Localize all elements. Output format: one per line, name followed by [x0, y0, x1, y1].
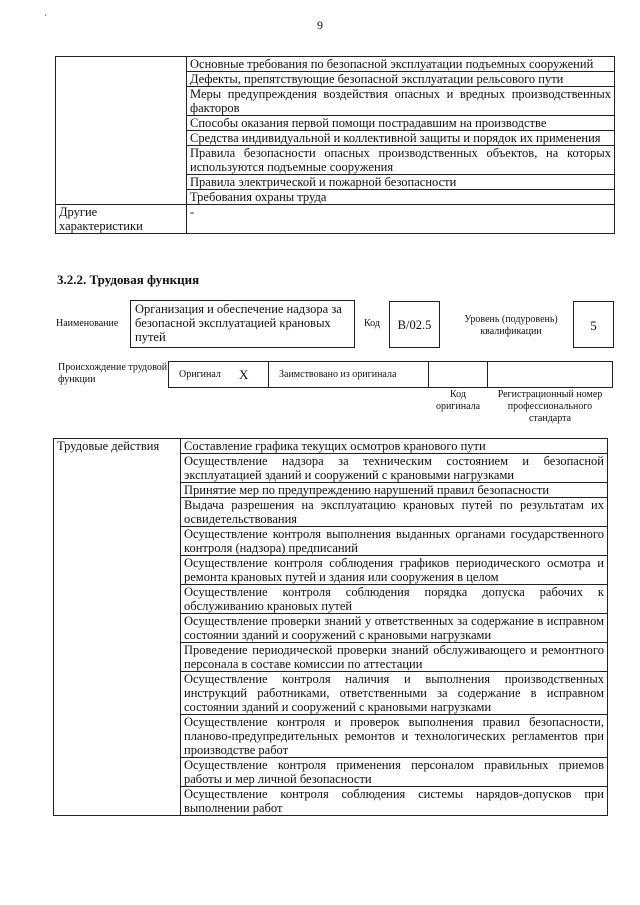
table-row — [56, 205, 615, 234]
original-mark: X — [239, 367, 249, 382]
requirements-table — [55, 56, 615, 234]
action-cell: Осуществление контроля и проверок выполнения правил безопасности, планово-предупредительных ремонтов и технологических регламентов при производстве работ — [181, 715, 608, 758]
action-cell: Проведение периодической проверки знаний обслуживающего и ремонтного персонала в составе комиссии по аттестации — [181, 643, 608, 672]
original-cell — [168, 361, 269, 388]
borrowed-label: Заимствовано из оригинала — [279, 369, 397, 380]
level-value: 5 — [573, 301, 614, 348]
code-original-caption: Код оригинала — [435, 389, 481, 412]
level-label: Уровень (подуровень) квалификации — [464, 314, 558, 337]
requirement-cell: Требования охраны труда — [187, 190, 615, 205]
origin-label: Происхождение трудовой функции — [58, 362, 168, 385]
action-cell: Осуществление контроля применения персоналом правильных приемов работы и мер личной безопасности — [181, 758, 608, 787]
action-cell: Осуществление контроля выполнения выданных органами государственного контроля (надзора) предписаний — [181, 527, 608, 556]
action-cell: Принятие мер по предупреждению нарушений правил безопасности — [181, 483, 608, 498]
empty-label-cell — [56, 57, 187, 205]
action-cell: Осуществление контроля наличия и выполнения производственных инструкций работниками, ответственными за содержание в исправном состоянии зданий и сооружений с крановыми нагрузками — [181, 672, 608, 715]
action-cell: Составление графика текущих осмотров кранового пути — [181, 439, 608, 454]
requirement-cell: Способы оказания первой помощи пострадавшим на производстве — [187, 116, 615, 131]
requirement-cell: Правила электрической и пожарной безопасности — [187, 175, 615, 190]
requirement-cell: Правила безопасности опасных производственных объектов, на которых используются подъемные сооружения — [187, 146, 615, 175]
function-name-value: Организация и обеспечение надзора за безопасной эксплуатацией крановых путей — [130, 300, 355, 348]
requirement-cell: Дефекты, препятствующие безопасной эксплуатации рельсового пути — [187, 72, 615, 87]
action-cell: Осуществление проверки знаний у ответственных за содержание в исправном состоянии зданий и сооружений с крановыми нагрузками — [181, 614, 608, 643]
name-label: Наименование — [56, 318, 119, 329]
labor-actions-label: Трудовые действия — [54, 439, 181, 816]
requirement-cell: Меры предупреждения воздействия опасных и вредных производственных факторов — [187, 87, 615, 116]
action-cell: Осуществление надзора за техническим состоянием и безопасной эксплуатацией зданий и сооружений с крановыми нагрузками — [181, 454, 608, 483]
requirement-cell: Основные требования по безопасной эксплуатации подъемных сооружений — [187, 57, 615, 72]
reg-number-caption: Регистрационный номер профессионального стандарта — [497, 389, 603, 424]
requirement-cell: Средства индивидуальной и коллективной защиты и порядок их применения — [187, 131, 615, 146]
function-code-value: B/02.5 — [389, 301, 440, 348]
code-label: Код — [364, 318, 380, 329]
action-cell: Осуществление контроля соблюдения порядка допуска рабочих к обслуживанию крановых путей — [181, 585, 608, 614]
action-cell: Выдача разрешения на эксплуатацию крановых путей по результатам их освидетельствования — [181, 498, 608, 527]
borrowed-cell — [268, 361, 429, 388]
corner-mark: ´ — [44, 14, 48, 25]
other-characteristics-value: - — [187, 205, 615, 234]
section-title: 3.2.2. Трудовая функция — [57, 272, 200, 287]
page-number: 9 — [317, 18, 323, 32]
table-row — [56, 57, 615, 72]
action-cell: Осуществление контроля соблюдения графиков периодического осмотра и ремонта крановых путей и здания или сооружения в целом — [181, 556, 608, 585]
labor-actions-table — [53, 438, 608, 816]
original-code-cell — [428, 361, 488, 388]
original-label: Оригинал — [179, 369, 221, 380]
table-row — [54, 439, 608, 454]
reg-number-cell — [487, 361, 613, 388]
other-characteristics-label: Другие характеристики — [56, 205, 187, 234]
action-cell: Осуществление контроля соблюдения системы нарядов-допусков при выполнении работ — [181, 787, 608, 816]
